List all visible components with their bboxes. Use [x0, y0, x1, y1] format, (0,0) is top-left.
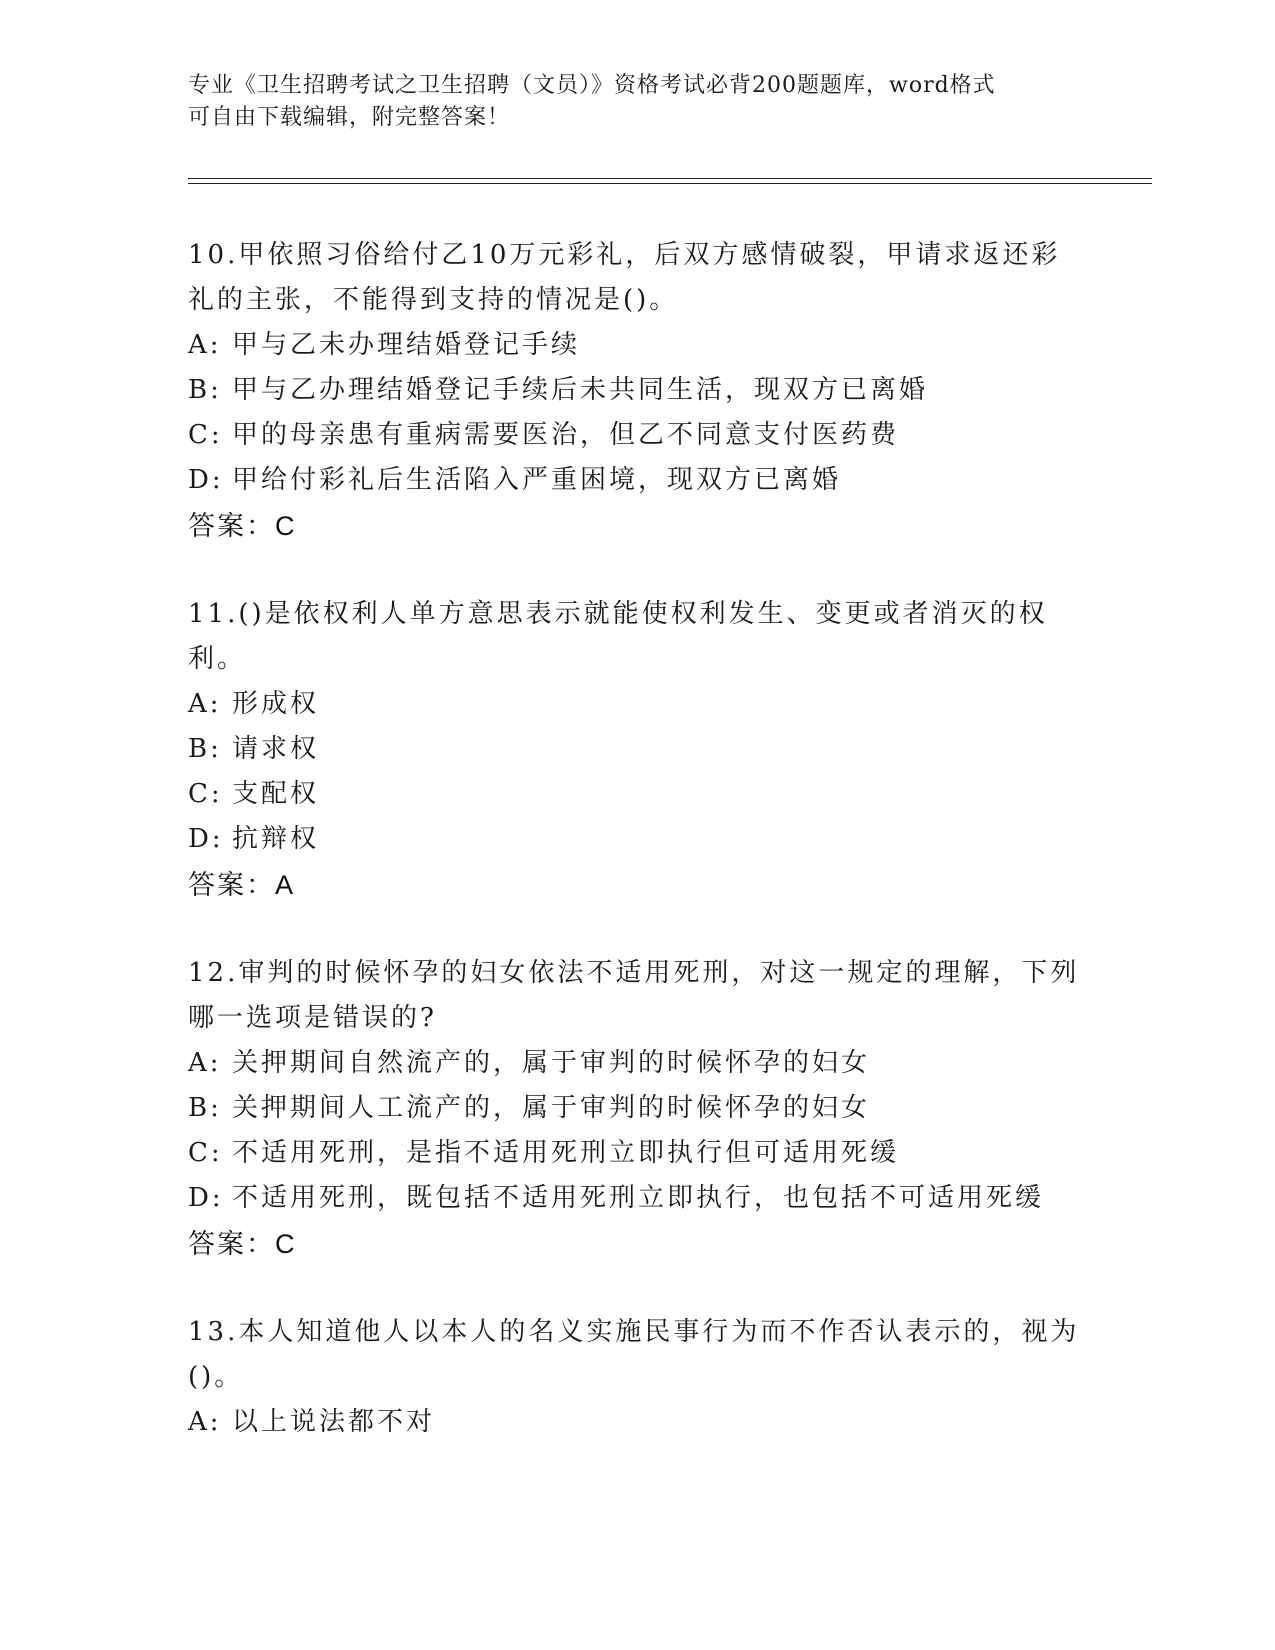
option-text: 以上说法都不对: [232, 1407, 436, 1437]
header-divider-bottom: [188, 183, 1152, 184]
option-d: [188, 1176, 1088, 1221]
option-b: [188, 1086, 1088, 1131]
option-text: 甲给付彩礼后生活陷入严重困境，现双方已离婚: [232, 465, 842, 495]
document-header: [188, 70, 1068, 134]
option-d: [188, 458, 1088, 503]
option-text: 不适用死刑，既包括不适用死刑立即执行，也包括不可适用死缓: [232, 1183, 1045, 1213]
option-key: B:: [188, 734, 222, 764]
question-stem: 13.本人知道他人以本人的名义实施民事行为而不作否认表示的，视为()。: [188, 1317, 1080, 1392]
header-line-1: 专业《卫生招聘考试之卫生招聘（文员）》资格考试必背200题题库，word格式: [188, 73, 996, 98]
header-line-2: 可自由下载编辑，附完整答案！: [188, 105, 511, 130]
option-text: 不适用死刑，是指不适用死刑立即执行但可适用死缓: [232, 1138, 900, 1168]
option-text: 支配权: [232, 779, 320, 809]
question-stem: 11.()是依权利人单方意思表示就能使权利发生、变更或者消灭的权利。: [188, 599, 1048, 674]
option-key: A:: [188, 330, 222, 360]
option-text: 抗辩权: [232, 824, 320, 854]
option-c: [188, 772, 1088, 817]
question-12: [188, 951, 1088, 1268]
option-key: D:: [188, 824, 224, 854]
option-key: B:: [188, 375, 222, 405]
header-divider-top: [188, 178, 1152, 179]
option-c: [188, 1131, 1088, 1176]
option-b: [188, 727, 1088, 772]
option-a: [188, 1041, 1088, 1086]
question-stem: 12.审判的时候怀孕的妇女依法不适用死刑，对这一规定的理解，下列哪一选项是错误的?: [188, 958, 1080, 1033]
option-key: B:: [188, 1093, 222, 1123]
option-key: A:: [188, 1407, 222, 1437]
option-a: [188, 1400, 1088, 1445]
option-key: A:: [188, 1048, 222, 1078]
option-key: C:: [188, 779, 223, 809]
answer-line: 答案：C: [188, 1229, 297, 1259]
option-b: [188, 368, 1088, 413]
option-text: 甲与乙未办理结婚登记手续: [232, 330, 581, 360]
answer-line: 答案：C: [188, 511, 297, 541]
option-a: [188, 323, 1088, 368]
option-c: [188, 413, 1088, 458]
question-stem: 10.甲依照习俗给付乙10万元彩礼，后双方感情破裂，甲请求返还彩礼的主张，不能得到支持的情况是()。: [188, 240, 1061, 315]
question-list: [188, 233, 1088, 1487]
option-text: 关押期间人工流产的，属于审判的时候怀孕的妇女: [232, 1093, 871, 1123]
option-text: 请求权: [232, 734, 320, 764]
option-text: 甲的母亲患有重病需要医治，但乙不同意支付医药费: [232, 420, 900, 450]
option-key: D:: [188, 465, 224, 495]
option-text: 甲与乙办理结婚登记手续后未共同生活，现双方已离婚: [232, 375, 929, 405]
option-key: A:: [188, 689, 222, 719]
option-a: [188, 682, 1088, 727]
option-key: C:: [188, 420, 223, 450]
option-text: 关押期间自然流产的，属于审判的时候怀孕的妇女: [232, 1048, 871, 1078]
option-key: D:: [188, 1183, 224, 1213]
question-11: [188, 592, 1088, 909]
option-text: 形成权: [232, 689, 320, 719]
question-13: [188, 1310, 1088, 1445]
question-10: [188, 233, 1088, 550]
option-d: [188, 817, 1088, 862]
answer-line: 答案：A: [188, 870, 296, 900]
option-key: C:: [188, 1138, 223, 1168]
